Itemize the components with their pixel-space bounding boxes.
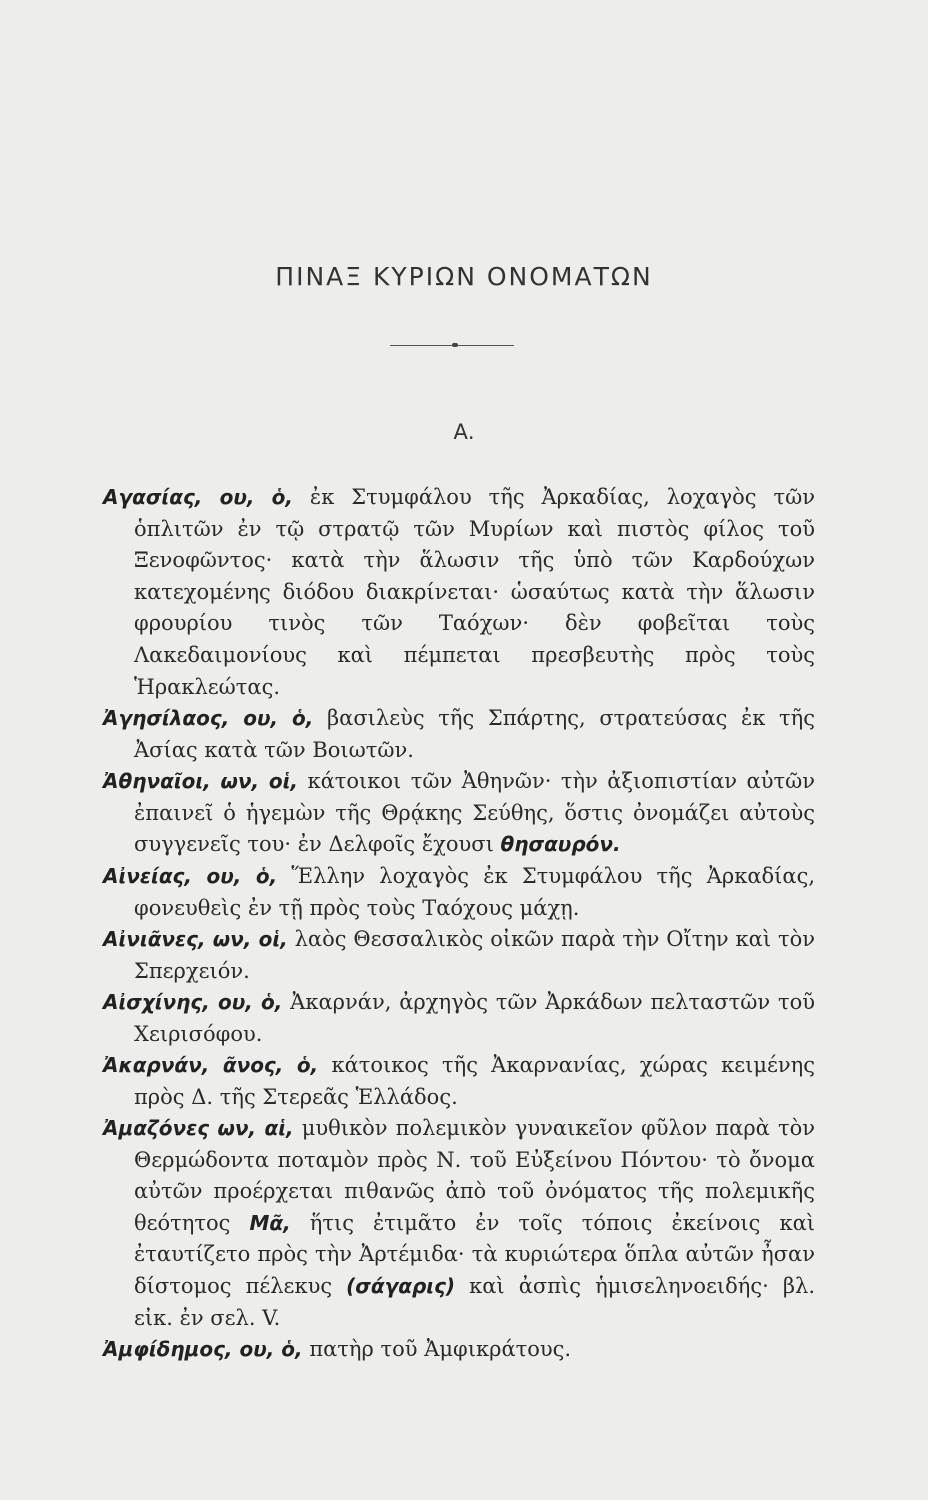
- entry-headword: Αἰσχίνης, ου, ὁ,: [103, 990, 283, 1014]
- index-entry: [103, 1334, 815, 1366]
- entry-text: καὶ ἀσπὶς ἡμισεληνοειδής· βλ. εἰκ. ἐν σελ. V.: [134, 1273, 815, 1330]
- index-entry: [103, 703, 815, 766]
- entry-text: Ἀκαρνάν, ἀρχηγὸς τῶν Ἀρκάδων πελταστῶν τοῦ Χειρισόφου.: [134, 990, 815, 1046]
- entry-text: μυθικὸν πολεμικὸν γυναικεῖον φῦλον παρὰ τὸν Θερμώδοντα ποταμὸν πρὸς Ν. τοῦ Εὐξείνου Πόντου· τὸ ὄνομα αὐτῶν προέρχεται πιθανῶς ἀπὸ τοῦ ὀνόματος τῆς πολεμικῆς θεότητος: [134, 1116, 815, 1235]
- index-entry: [103, 924, 815, 987]
- index-entry: [103, 1113, 815, 1334]
- entry-text: ἐκ Στυμφάλου τῆς Ἀρκαδίας, λοχαγὸς τῶν ὁπλιτῶν ἐν τῷ στρατῷ τῶν Μυρίων καὶ πιστὸς φίλος τοῦ Ξενοφῶντος· κατὰ τὴν ἅλωσιν τῆς ὑπὸ τῶν Καρδούχων κατεχομένης διόδου διακρίνεται· ὡσαύτως κατὰ τὴν ἅλωσιν φρουρίου τινὸς τῶν Ταόχων· δὲν φοβεῖται τοὺς Λακεδαιμονίους καὶ πέμπεται πρεσβευτὴς πρὸς τοὺς Ἡρακλεώτας.: [134, 485, 815, 699]
- entry-headword: Ἀμαζόνες ων, αἱ,: [103, 1116, 294, 1140]
- entry-emphasis: θησαυρόν.: [500, 832, 621, 857]
- entry-emphasis: Μᾶ,: [249, 1210, 291, 1235]
- entry-text: πατὴρ τοῦ Ἀμφικράτους.: [302, 1337, 572, 1361]
- index-entries: [103, 482, 815, 1366]
- index-entry: [103, 861, 815, 924]
- entry-text: κάτοικος τῆς Ἀκαρνανίας, χώρας κειμένης πρὸς Δ. τῆς Στερεᾶς Ἑλλάδος.: [134, 1053, 815, 1109]
- page-title: ΠΙΝΑΞ ΚΥΡΙΩΝ ΟΝΟΜΑΤΩΝ: [275, 262, 653, 291]
- entry-headword: Ἀθηναῖοι, ων, οἱ,: [103, 769, 298, 793]
- index-entry: [103, 1050, 815, 1113]
- index-entry: [103, 482, 815, 703]
- entry-emphasis: (σάγαρις): [346, 1273, 456, 1298]
- entry-text: βασιλεὺς τῆς Σπάρτης, στρατεύσας ἐκ τῆς Ἀσίας κατὰ τῶν Βοιωτῶν.: [134, 706, 816, 762]
- entry-text: κάτοικοι τῶν Ἀθηνῶν· τὴν ἀξιοπιστίαν αὐτῶν ἐπαινεῖ ὁ ἡγεμὼν τῆς Θρᾴκης Σεύθης, ὅστις ὀνομάζει αὐτοὺς συγγενεῖς του· ἐν Δελφοῖς ἔχουσι: [134, 769, 815, 857]
- entry-headword: Αἰνιᾶνες, ων, οἱ,: [103, 927, 288, 951]
- entry-text: ἥτις ἐτιμᾶτο ἐν τοῖς τόποις ἐκείνοις καὶ ἐταυτίζετο πρὸς τὴν Ἀρτέμιδα· τὰ κυριώτερα ὅπλα αὐτῶν ἦσαν δίστομος πέλεκυς: [134, 1210, 815, 1298]
- entry-headword: Ἀκαρνάν, ᾶνος, ὁ,: [103, 1053, 319, 1077]
- index-entry: [103, 987, 815, 1050]
- entry-headword: Αγασίας, ου, ὁ,: [103, 485, 293, 509]
- entry-headword: Αἰνείας, ου, ὁ,: [103, 864, 278, 888]
- index-entry: [103, 766, 815, 861]
- divider-ornament: [452, 343, 458, 347]
- entry-headword: Ἀμφίδημος, ου, ὁ,: [103, 1337, 303, 1361]
- entry-text: λαὸς Θεσσαλικὸς οἰκῶν παρὰ τὴν Οἴτην καὶ τὸν Σπερχειόν.: [134, 927, 815, 983]
- entry-headword: Ἀγησίλαος, ου, ὁ,: [103, 706, 314, 730]
- entry-text: Ἕλλην λοχαγὸς ἐκ Στυμφάλου τῆς Ἀρκαδίας, φονευθεὶς ἐν τῇ πρὸς τοὺς Ταόχους μάχῃ.: [134, 864, 815, 920]
- section-letter: Α.: [453, 420, 475, 444]
